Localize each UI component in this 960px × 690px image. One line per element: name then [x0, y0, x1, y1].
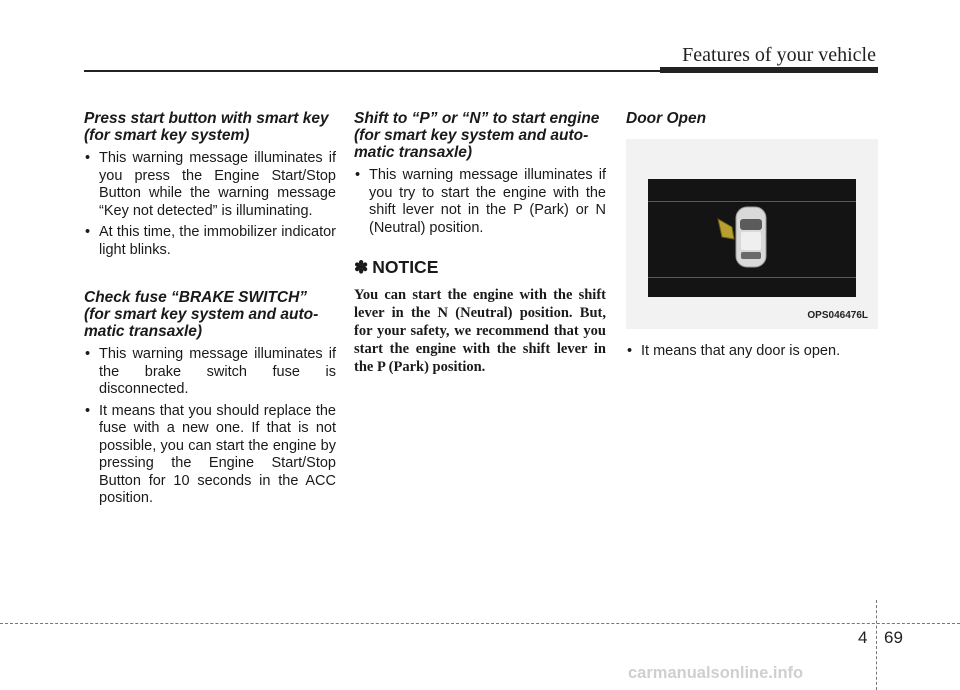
- list-item: • This warning message illuminates if you try to start the engine with the shift lever not in the P (Park) or N (Neutral) position.: [354, 167, 606, 237]
- footer-divider: [876, 600, 877, 690]
- watermark: carmanualsonline.info: [628, 664, 804, 682]
- figure-id: OPS046476L: [807, 310, 868, 321]
- notice-title: [354, 257, 606, 278]
- section-heading-press-start: [84, 110, 336, 144]
- list-item: • This warning message illuminates if the brake switch fuse is disconnected.: [84, 346, 336, 399]
- heading-line: Press start button with smart key: [84, 110, 329, 127]
- header-title: Features of your vehicle: [682, 44, 876, 66]
- bullet-list: [354, 167, 606, 237]
- notice-body: You can start the engine with the shift lever in the N (Neutral) position. But, for your safety, we recommend that you start the engine with the shift lever in the P (Park) position.: [354, 287, 606, 375]
- column-right: [626, 110, 878, 365]
- chapter-number: 4: [858, 628, 868, 647]
- list-item: • It means that any door is open.: [626, 343, 878, 361]
- heading-line: matic transaxle): [354, 144, 473, 161]
- list-item: • This warning message illuminates if you press the Engine Start/Stop Button while the warning message “Key not detected” is illuminating.: [84, 150, 336, 220]
- bullet-list: [626, 343, 878, 361]
- bullet-list: [84, 346, 336, 508]
- page-number: 69: [884, 628, 903, 647]
- list-item: • It means that you should replace the fuse with a new one. If that is not possible, you can start the engine by pressing the Engine Start/Stop Button for 10 seconds in the ACC position.: [84, 403, 336, 508]
- header-rule: [84, 70, 660, 72]
- door-open-figure: [626, 139, 878, 329]
- heading-line: (for smart key system and auto-: [354, 127, 589, 144]
- heading-line: (for smart key system and auto-: [84, 306, 319, 323]
- column-left: [84, 110, 336, 512]
- header-rule-accent: [660, 67, 878, 73]
- list-item: • At this time, the immobilizer indicator light blinks.: [84, 224, 336, 259]
- column-middle: [354, 110, 606, 376]
- notice-label: NOTICE: [372, 257, 439, 277]
- heading-line: matic transaxle): [84, 323, 203, 340]
- heading-line: Shift to “P” or “N” to start engine: [354, 110, 600, 127]
- car-top-view-icon: [648, 179, 856, 297]
- section-heading-door-open: Door Open: [626, 110, 707, 127]
- section-heading-shift: [354, 110, 606, 161]
- section-heading-check-fuse: [84, 289, 336, 340]
- heading-line: (for smart key system): [84, 127, 250, 144]
- heading-line: Check fuse “BRAKE SWITCH”: [84, 289, 308, 306]
- cluster-display-image: [648, 179, 856, 297]
- open-door-icon: [718, 219, 734, 239]
- notice-star-icon: ✽: [354, 257, 369, 277]
- bullet-list: [84, 150, 336, 259]
- footer-rule: [0, 623, 960, 624]
